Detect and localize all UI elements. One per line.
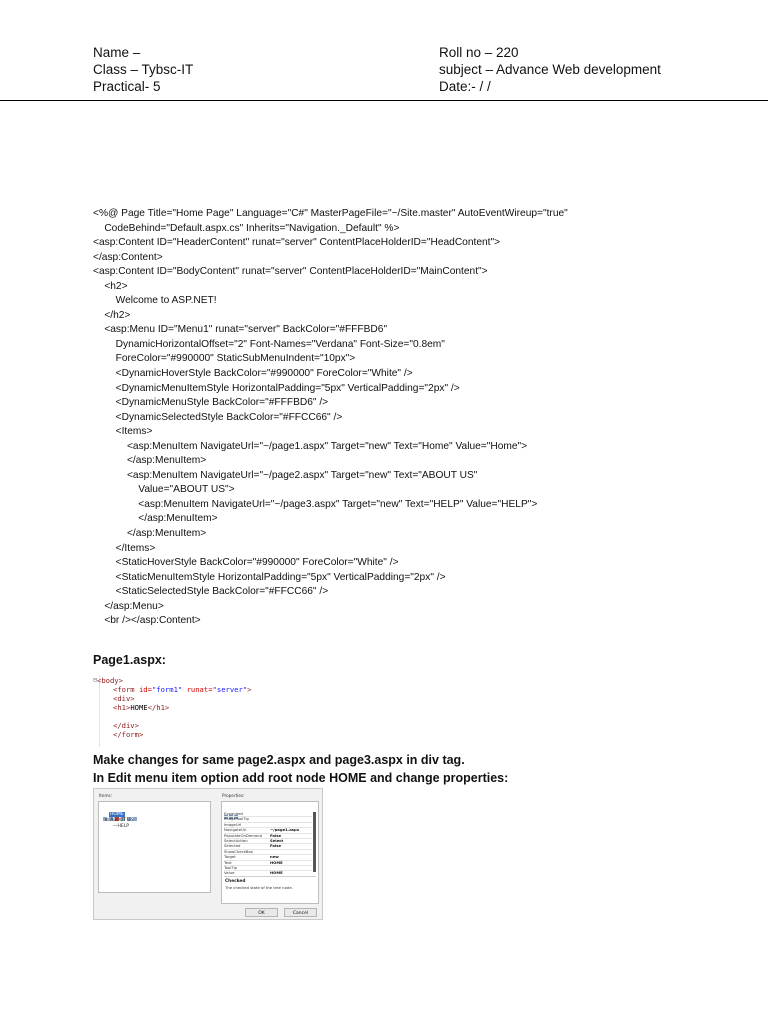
name-field: Name – <box>93 45 141 60</box>
code-line: </asp:Content> <box>93 251 163 263</box>
code-listing <box>93 207 568 629</box>
code-line: </asp:MenuItem> <box>93 455 207 467</box>
code-line-h1: <h1>HOME</h1> <box>113 703 170 712</box>
code-line-div-open: <div> <box>113 694 135 703</box>
roll-no-field: Roll no – 220 <box>439 45 519 60</box>
property-name: Text <box>224 859 232 865</box>
property-value[interactable]: ~/page1.aspx <box>270 827 300 833</box>
property-value[interactable]: HOME <box>270 859 283 865</box>
property-value[interactable]: False <box>270 832 282 838</box>
property-value[interactable]: new <box>270 854 279 860</box>
property-value[interactable]: False <box>270 843 282 849</box>
code-line: </asp:Menu> <box>93 600 164 612</box>
code-line-form-close: </form> <box>113 730 144 739</box>
property-name: Target <box>224 854 236 860</box>
code-line: DynamicHorizontalOffset="2" Font-Names="Verdana" Font-Size="0.8em" <box>93 338 445 350</box>
code-line-form: <form id="form1" runat="server"> <box>113 685 252 694</box>
ok-button[interactable]: OK <box>245 908 278 917</box>
code-line: <DynamicHoverStyle BackColor="#990000" ForeColor="White" /> <box>93 368 413 380</box>
code-line: <asp:Content ID="BodyContent" runat="server" ContentPlaceHolderID="MainContent"> <box>93 266 488 278</box>
practical-field: Practical- 5 <box>93 79 161 94</box>
code-line: <DynamicMenuStyle BackColor="#FFFBD6" /> <box>93 397 329 409</box>
code-line: <asp:Content ID="HeaderContent" runat="server" ContentPlaceHolderID="HeadContent"> <box>93 237 501 249</box>
properties-toolbar <box>224 804 239 809</box>
property-name: SelectAction <box>224 838 248 843</box>
tree-node-help[interactable]: —HELP <box>113 824 129 829</box>
property-value[interactable]: HOME <box>270 870 283 876</box>
code-line: </h2> <box>93 309 131 321</box>
code-line: Value="ABOUT US"> <box>93 484 235 496</box>
properties-pane <box>221 801 319 904</box>
code-line: <DynamicSelectedStyle BackColor="#FFCC66" /> <box>93 411 343 423</box>
header-left <box>93 44 193 95</box>
code-line-body: <body> <box>97 676 123 685</box>
collapse-icon: ⊟ <box>93 676 98 684</box>
tree-node-about-us[interactable]: ⊟ ABOUT US <box>105 818 134 823</box>
menu-item-editor-dialog <box>93 788 323 920</box>
property-name: ImageToolTip <box>224 816 249 822</box>
tree-node-home[interactable]: HOME <box>110 812 124 817</box>
code-line: <asp:MenuItem NavigateUrl="~/page3.aspx" Target="new" Text="HELP" Value="HELP"> <box>93 498 538 510</box>
property-description <box>224 876 316 903</box>
code-line: </Items> <box>93 542 156 554</box>
code-line: <br /></asp:Content> <box>93 615 201 627</box>
code-line-div-close: </div> <box>113 721 139 730</box>
code-line: <asp:Menu ID="Menu1" runat="server" BackColor="#FFFBD6" <box>93 324 388 336</box>
property-value[interactable]: Select <box>270 838 284 843</box>
code-line: CodeBehind="Default.aspx.cs" Inherits="Navigation._Default" %> <box>93 222 400 234</box>
indent-icon[interactable] <box>133 817 137 821</box>
property-name: ShowCheckBox <box>224 848 253 854</box>
code-editor-screenshot <box>93 675 263 747</box>
description-title: Checked <box>225 879 246 884</box>
header-divider <box>0 100 768 101</box>
instruction-page2-page3: Make changes for same page2.aspx and page3.aspx in div tag. <box>93 753 465 767</box>
property-name: Selected <box>224 843 241 849</box>
code-line: <StaticMenuItemStyle HorizontalPadding="5px" VerticalPadding="2px" /> <box>93 571 446 583</box>
code-line: <DynamicMenuItemStyle HorizontalPadding="5px" VerticalPadding="2px" /> <box>93 382 460 394</box>
code-line: <h2> <box>93 280 128 292</box>
items-label: Items: <box>99 793 113 798</box>
property-name: ToolTip <box>224 865 238 870</box>
properties-scrollbar[interactable] <box>313 812 316 872</box>
subject-field: subject – Advance Web development <box>439 62 661 77</box>
class-field: Class – Tybsc-IT <box>93 62 194 77</box>
description-text: The checked state of the tree node. <box>225 885 293 890</box>
code-line: Welcome to ASP.NET! <box>93 295 217 307</box>
property-name: PopulateOnDemand <box>224 832 262 838</box>
instruction-root-node: In Edit menu item option add root node HOME and change properties: <box>93 771 509 785</box>
items-tree-pane <box>98 801 211 893</box>
code-line: </asp:MenuItem> <box>93 513 218 525</box>
code-line: <asp:MenuItem NavigateUrl="~/page2.aspx" Target="new" Text="ABOUT US" <box>93 469 478 481</box>
property-name: NavigateUrl <box>224 827 247 833</box>
code-line: <StaticSelectedStyle BackColor="#FFCC66" /> <box>93 586 329 598</box>
page1-heading: Page1.aspx: <box>93 653 166 667</box>
code-line: <asp:MenuItem NavigateUrl="~/page1.aspx" Target="new" Text="Home" Value="Home"> <box>93 440 528 452</box>
code-line: </asp:MenuItem> <box>93 528 207 540</box>
property-name: Value <box>224 870 235 876</box>
properties-label: Properties: <box>222 793 245 798</box>
code-line: <StaticHoverStyle BackColor="#990000" ForeColor="White" /> <box>93 557 399 569</box>
property-name: Expanded <box>224 811 243 816</box>
code-line: <%@ Page Title="Home Page" Language="C#" MasterPageFile="~/Site.master" AutoEventWireup="true" <box>93 208 568 219</box>
code-line: ForeColor="#990000" StaticSubMenuIndent="10px"> <box>93 353 356 365</box>
date-field: Date:- / / <box>439 79 491 94</box>
cancel-button[interactable]: Cancel <box>284 908 317 917</box>
code-line: <Items> <box>93 426 153 438</box>
header-right <box>439 44 661 95</box>
property-name: ImageUrl <box>224 821 242 827</box>
editor-gutter <box>93 675 100 747</box>
